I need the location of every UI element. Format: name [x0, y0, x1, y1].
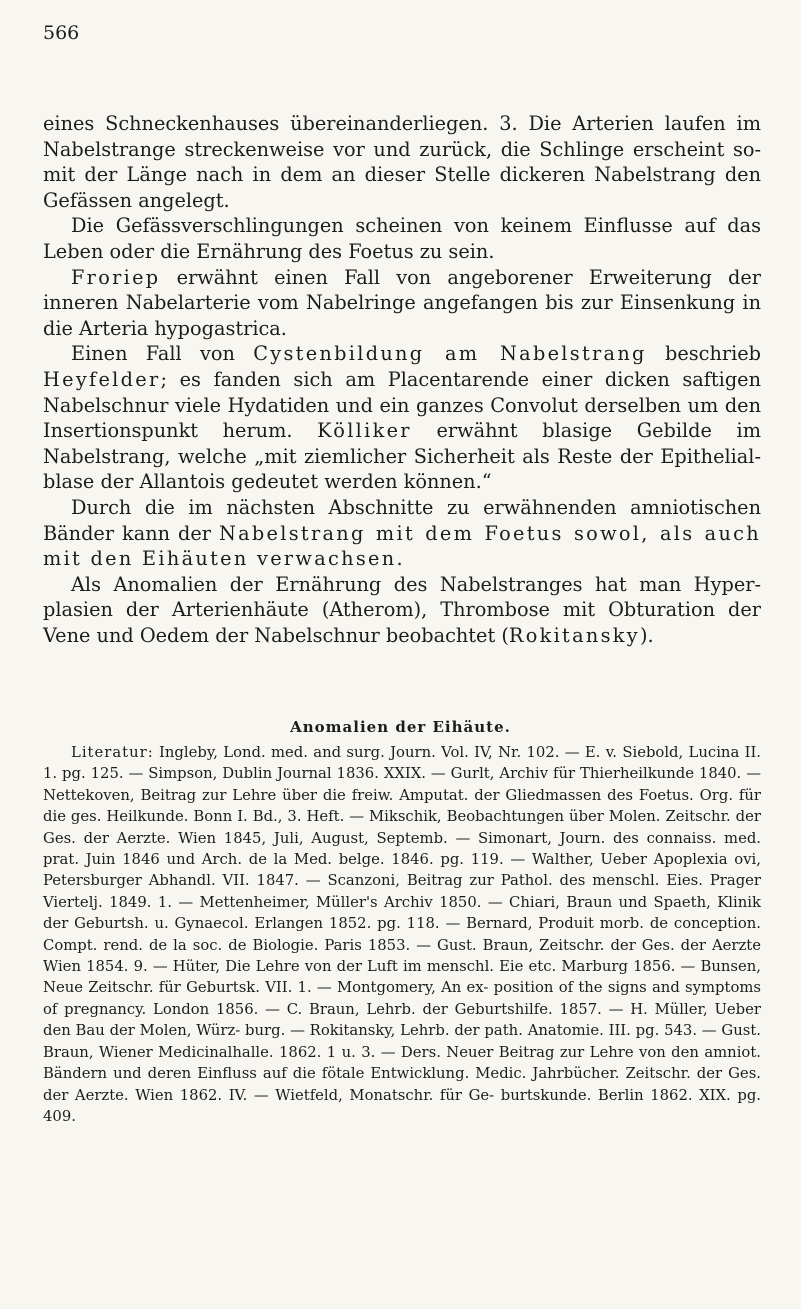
author-heyfelder: Heyfelder: [43, 367, 161, 391]
paragraph-5: [43, 495, 761, 572]
paragraph-4-quote: erwähnt blasige Gebilde im Nabelstrang, welche „mit ziemlicher Sicherheit als Reste der Epithelial- blase der Allantois gedeutet werden können.“: [43, 419, 761, 494]
author-froriep: Froriep: [71, 265, 161, 289]
literature-paragraph: [43, 742, 761, 1127]
paragraph-3-text: erwähnt einen Fall von angeborener Erweiterung der inneren Nabelarterie vom Nabelringe angefangen bis zur Einsenkung in die Arteria hypogastrica.: [43, 265, 761, 340]
paragraph-4-intro: Einen Fall von: [71, 342, 254, 366]
author-koelliker: Kölliker: [317, 419, 412, 443]
paragraph-4: [43, 341, 761, 495]
term-cystenbildung: Cystenbildung am Nabelstrang: [253, 342, 647, 366]
emphasis-verwachsen: Nabelstrang mit dem Foetus sowol, als auch mit den Eihäuten verwachsen.: [43, 521, 761, 571]
paragraph-4-text: ; es fanden sich am Placentarende einer dicken saftigen Nabelschnur viele Hydatiden und ein ganzes Convolut derselben um den Insertionspunkt herum.: [43, 367, 761, 443]
literature-label: Literatur:: [71, 744, 154, 761]
paragraph-3: [43, 265, 761, 342]
paragraph-6: [43, 572, 761, 649]
literature-list: [43, 742, 761, 1127]
paragraph-6-text: Als Anomalien der Ernährung des Nabelstranges hat man Hyper- plasien der Arterienhäute (Atherom), Thrombose mit Obturation der Vene und Oedem der Nabelschnur beobachtet (: [43, 572, 761, 647]
paragraph-4-verb: beschrieb: [646, 342, 762, 366]
paragraph-5-intro: Durch die im nächsten Abschnitte zu erwähnenden amniotischen Bänder kann der: [43, 495, 761, 545]
paragraph-2: Die Gefässverschlingungen scheinen von keinem Einflusse auf das Leben oder die Ernährung des Foetus zu sein.: [43, 214, 761, 263]
author-rokitansky: Rokitansky: [508, 623, 640, 647]
paragraph-1: eines Schneckenhauses übereinanderliegen. 3. Die Arterien laufen im Nabelstrange streckenweise vor und zurück, die Schlinge erscheint so- mit der Länge nach in dem an dieser Stelle dickeren Nabelstrang den Gefässen angelegt.: [43, 112, 761, 212]
page-number: 566: [43, 22, 80, 44]
paragraph-6-end: ).: [639, 623, 654, 647]
literature-text: Ingleby, Lond. med. and surg. Journ. Vol. IV, Nr. 102. — E. v. Siebold, Lucina II. 1. pg. 125. — Simpson, Dublin Journal 1836. XXIX. — Gurlt, Archiv für Thierheilkunde 1840. — Nettekoven, Beitrag zur Lehre über die freiw. Amputat. der Gliedmassen des Foetus. Org. für die ges. Heilkunde. Bonn I. Bd., 3. Heft. — Mikschik, Beobachtungen über Molen. Zeitschr. der Ges. der Aerzte. Wien 1845, Juli, August, Septemb. — Simonart, Journ. des connaiss. med. prat. Juin 1846 und Arch. de la Med. belge. 1846. pg. 119. — Walther, Ueber Apoplexia ovi, Petersburger Abhandl. VII. 1847. — Scanzoni, Beitrag zur Pathol. des menschl. Eies. Prager Viertelj. 1849. 1. — Mettenheimer, Müller's Archiv 1850. — Chiari, Braun und Spaeth, Klinik der Geburtsh. u. Gynaecol. Erlangen 1852. pg. 118. — Bernard, Produit morb. de conception. Compt. rend. de la soc. de Biologie. Paris 1853. — Gust. Braun, Zeitschr. der Ges. der Aerzte Wien 1854. 9. — Hüter, Die Lehre von der Luft im menschl. Eie etc. Marburg 1856. — Bunsen, Neue Zeitschr. für Geburtsk. VII. 1. — Montgomery, An ex- position of the signs and symptoms of pregnancy. London 1856. — C. Braun, Lehrb. der Geburtshilfe. 1857. — H. Müller, Ueber den Bau der Molen, Würz- burg. — Rokitansky, Lehrb. der path. Anatomie. III. pg. 543. — Gust. Braun, Wiener Medicinalhalle. 1862. 1 u. 3. — Ders. Neuer Beitrag zur Lehre von den amniot. Bändern und deren Einfluss auf die fötale Entwicklung. Medic. Jahrbücher. Zeitschr. der Ges. der Aerzte. Wien 1862. IV. — Wietfeld, Monatschr. für Ge- burtskunde. Berlin 1862. XIX. pg. 409.: [43, 744, 761, 1125]
section-title: Anomalien der Eihäute.: [290, 718, 511, 736]
body-text: [43, 111, 761, 648]
